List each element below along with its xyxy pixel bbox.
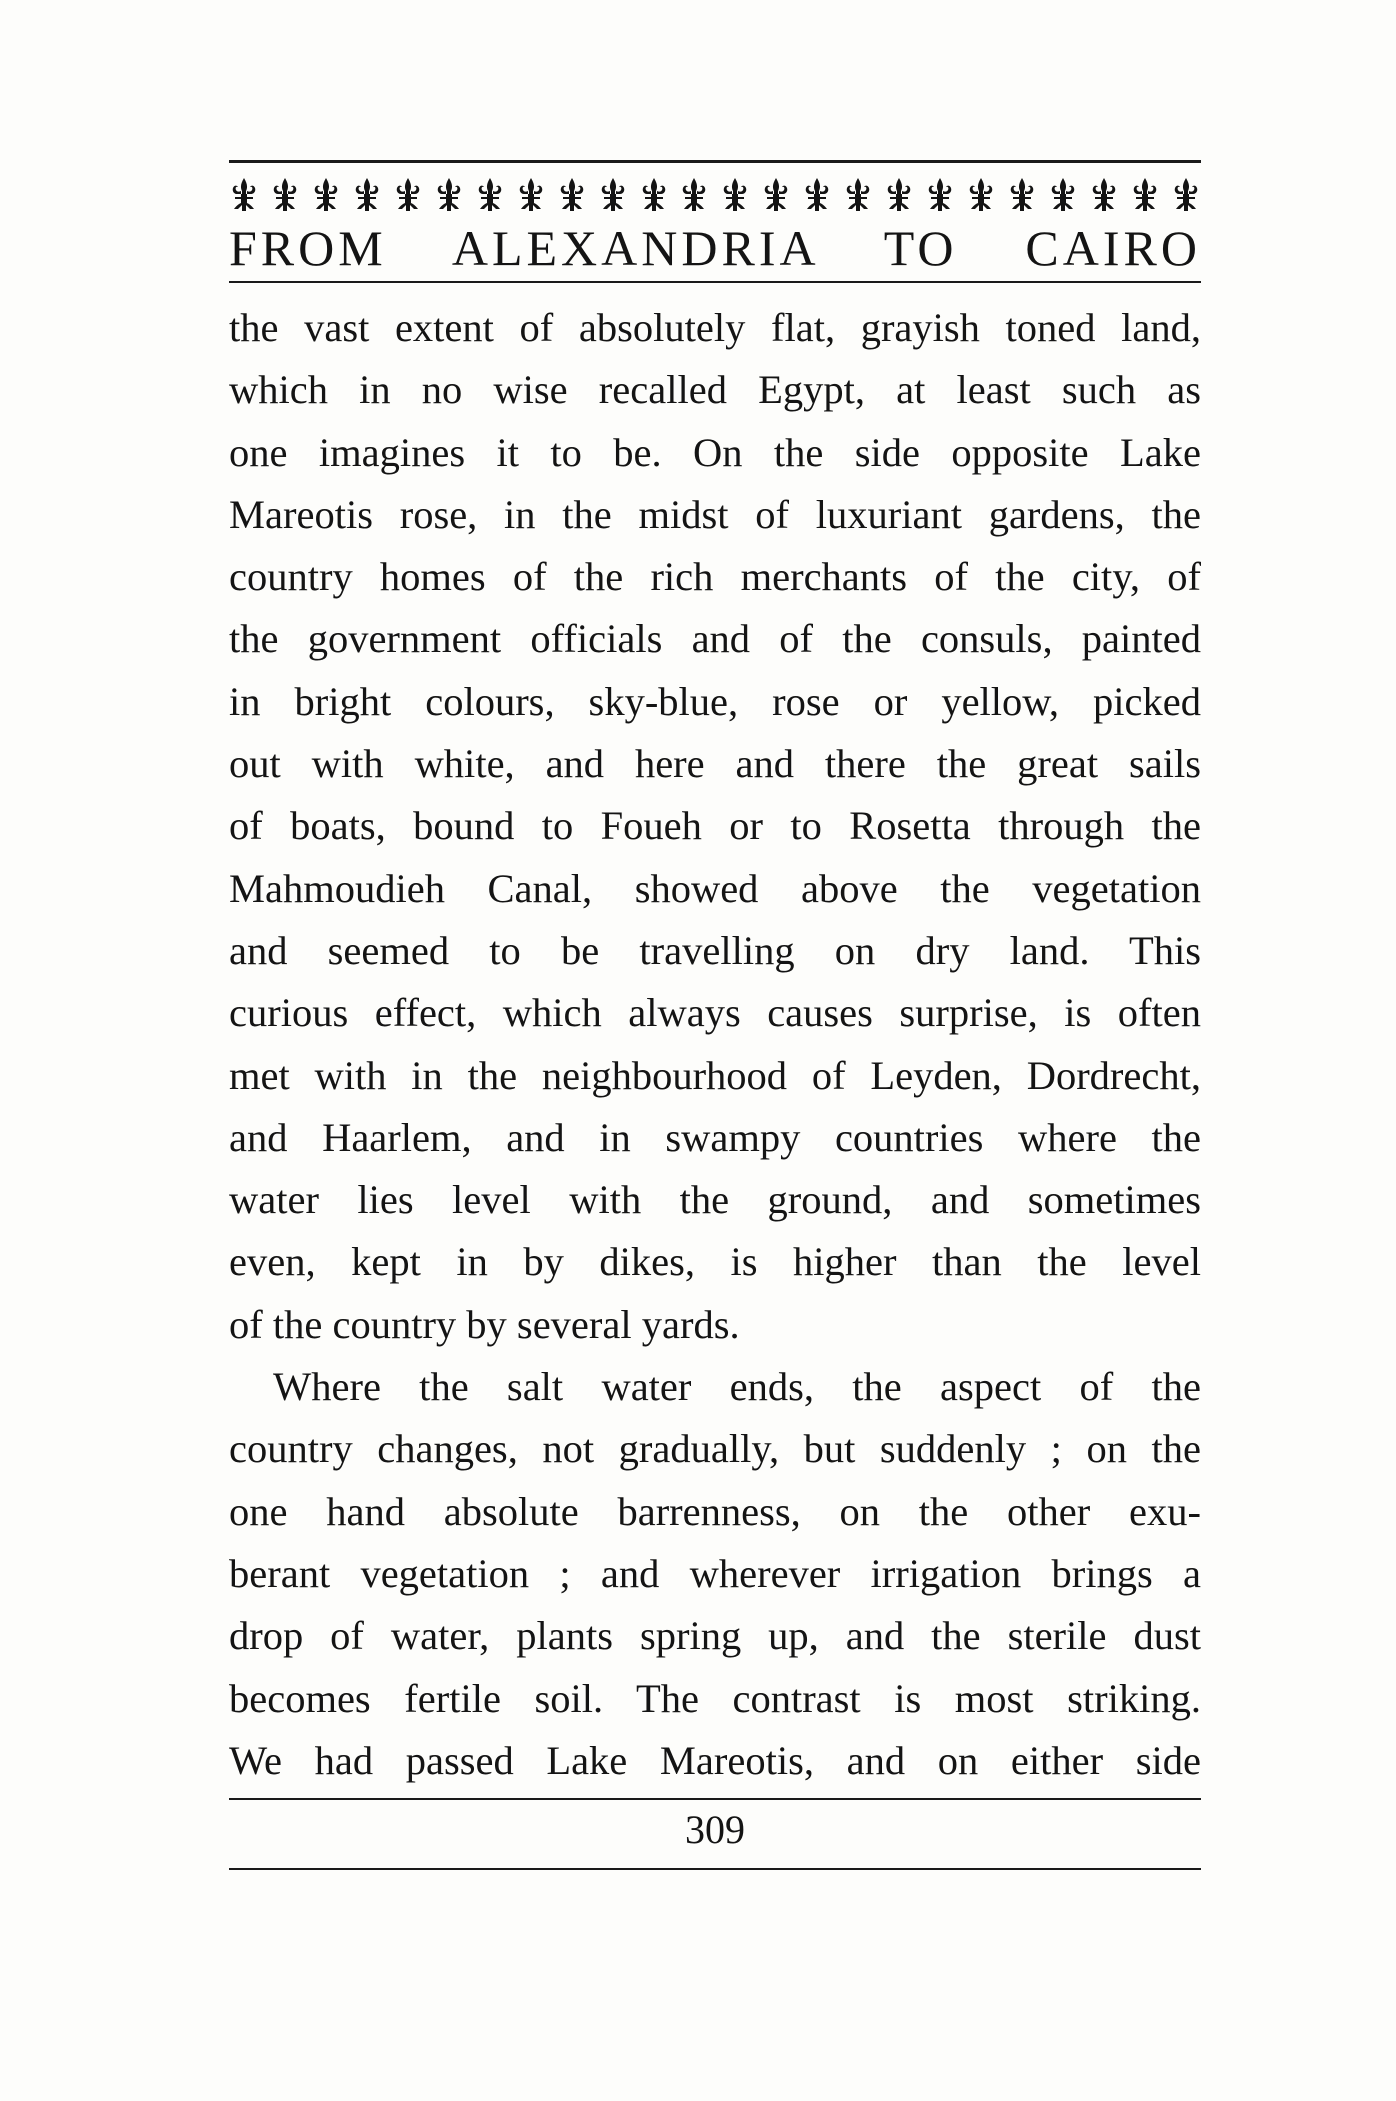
fleur-de-lis-icon [1171,177,1201,213]
text-line: one imagines it to be. On the side opposite Lake [229,429,1201,475]
text-line: and Haarlem, and in swampy countries where the [229,1114,1201,1160]
text-line: Mareotis rose, in the midst of luxuriant gardens, the [229,491,1201,537]
running-head: FROM ALEXANDRIA TO CAIRO [229,220,1201,276]
text-line: met with in the neighbourhood of Leyden, Dordrecht, [229,1052,1201,1098]
fleur-de-lis-icon [966,177,996,213]
book-page [229,160,1201,1870]
fleur-de-lis-icon [270,177,300,213]
text-line: which in no wise recalled Egypt, at least such as [229,367,1201,413]
fleur-de-lis-icon [1048,177,1078,213]
fleur-de-lis-icon [393,177,423,213]
fleur-de-lis-icon [475,177,505,213]
text-line: and seemed to be travelling on dry land. This [229,927,1201,973]
fleur-de-lis-icon [639,177,669,213]
ornament-band [229,177,1201,217]
fleur-de-lis-icon [802,177,832,213]
text-line: We had passed Lake Mareotis, and on either side [229,1737,1201,1783]
fleur-de-lis-icon [598,177,628,213]
text-line: of the country by several yards. [229,1301,740,1347]
fleur-de-lis-icon [516,177,546,213]
fleur-de-lis-icon [884,177,914,213]
fleur-de-lis-icon [229,177,259,213]
text-line: of boats, bound to Foueh or to Rosetta through the [229,803,1201,849]
fleur-de-lis-icon [720,177,750,213]
fleur-de-lis-icon [1130,177,1160,213]
top-rule [229,160,1201,163]
fleur-de-lis-icon [1007,177,1037,213]
text-line: berant vegetation ; and wherever irrigation brings a [229,1550,1201,1596]
text-line: even, kept in by dikes, is higher than the level [229,1239,1201,1285]
text-line: in bright colours, sky-blue, rose or yellow, picked [229,678,1201,724]
fleur-de-lis-icon [352,177,382,213]
fleur-de-lis-icon [557,177,587,213]
footer-rule-lower [229,1868,1201,1870]
body-text [229,297,1201,1792]
fleur-de-lis-icon [311,177,341,213]
fleur-de-lis-icon [679,177,709,213]
fleur-de-lis-icon [434,177,464,213]
text-line: country homes of the rich merchants of the city, of [229,554,1201,600]
text-line: Mahmoudieh Canal, showed above the vegetation [229,865,1201,911]
text-line: country changes, not gradually, but suddenly ; on the [229,1426,1201,1472]
fleur-de-lis-icon [761,177,791,213]
footer-rule-upper [229,1798,1201,1800]
text-line: curious effect, which always causes surprise, is often [229,990,1201,1036]
text-line: the vast extent of absolutely flat, grayish toned land, [229,305,1201,350]
text-line: Where the salt water ends, the aspect of the [273,1364,1201,1410]
text-line: the government officials and of the consuls, painted [229,616,1201,662]
text-line: drop of water, plants spring up, and the sterile dust [229,1613,1201,1659]
text-line: becomes fertile soil. The contrast is most striking. [229,1675,1201,1721]
fleur-de-lis-icon [843,177,873,213]
page-number: 309 [685,1807,745,1853]
text-line: out with white, and here and there the great sails [229,741,1201,787]
fleur-de-lis-icon [1089,177,1119,213]
text-line: water lies level with the ground, and sometimes [229,1177,1201,1223]
text-line: one hand absolute barrenness, on the other exu- [229,1488,1201,1534]
fleur-de-lis-icon [925,177,955,213]
header-rule [229,281,1201,283]
